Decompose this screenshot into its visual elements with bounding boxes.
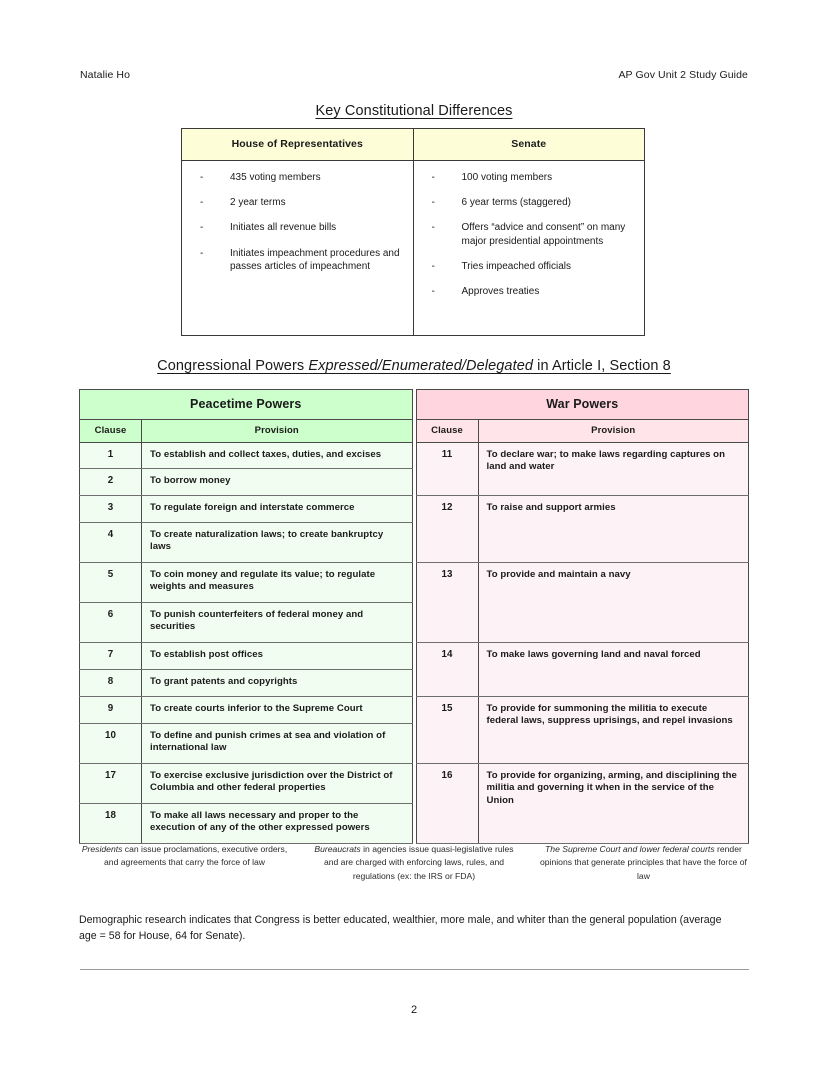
list-item <box>424 285 635 298</box>
table-row <box>416 443 749 496</box>
group-header-row <box>416 390 749 420</box>
table-row <box>80 724 413 764</box>
list-item-label: Approves treaties <box>461 285 540 297</box>
footnote-subject: Bureaucrats <box>314 844 361 854</box>
footnote-subject: The Supreme Court and lower federal courts <box>545 844 715 854</box>
cell-provision: To borrow money <box>142 469 413 496</box>
cell-provision: To create naturalization laws; to create bankruptcy laws <box>142 523 413 563</box>
bullet-marker: - <box>200 172 204 183</box>
table-row <box>80 496 413 523</box>
section-title-key-constitutional-differences <box>0 103 828 119</box>
footnote-text: in agencies issue quasi-legislative rules and are charged with enforcing laws, rules, and regulations (ex: the IRS or FDA) <box>323 844 514 881</box>
cell-provision: To define and punish crimes at sea and violation of international law <box>142 724 413 764</box>
peacetime-rows <box>80 443 413 844</box>
footnote-subject: Presidents <box>81 844 123 854</box>
closing-paragraph: Demographic research indicates that Congress is better educated, wealthier, more male, and whiter than the general population (average age = 58 for House, 64 for Senate). <box>79 914 722 942</box>
table-row <box>80 469 413 496</box>
table-row <box>416 764 749 844</box>
column-header-provision: Provision <box>142 420 413 443</box>
cell-clause: 16 <box>416 764 478 844</box>
cell-provision: To create courts inferior to the Supreme Court <box>142 697 413 724</box>
list-item-label: Tries impeached officials <box>461 260 571 272</box>
section-title-text: Key Constitutional Differences <box>315 103 513 119</box>
cell-provision: To make laws governing land and naval forced <box>478 643 749 697</box>
table-row <box>80 670 413 697</box>
column-header-provision: Provision <box>478 420 749 443</box>
table-header-row <box>182 129 645 161</box>
table-row <box>80 804 413 844</box>
cell-clause: 1 <box>80 443 142 469</box>
document-header <box>80 69 748 81</box>
cell-provision: To declare war; to make laws regarding captures on land and water <box>478 443 749 496</box>
list-item <box>192 221 403 234</box>
cell-clause: 15 <box>416 697 478 764</box>
table-row <box>80 697 413 724</box>
cell-provision: To raise and support armies <box>478 496 749 563</box>
subheader-row <box>80 420 413 443</box>
bullet-marker: - <box>200 197 204 209</box>
cell-clause: 5 <box>80 563 142 603</box>
bullet-marker: - <box>200 222 204 234</box>
table-row <box>80 764 413 804</box>
cell-clause: 4 <box>80 523 142 563</box>
table-row <box>80 523 413 563</box>
list-item <box>192 171 403 184</box>
header-document-title: AP Gov Unit 2 Study Guide <box>618 69 748 81</box>
table-row <box>182 161 645 336</box>
cell-clause: 14 <box>416 643 478 697</box>
congressional-powers-tables <box>79 389 749 844</box>
table-row <box>80 603 413 643</box>
list-item-label: Offers “advice and consent” on many major presidential appointments <box>461 222 626 247</box>
section-title-part2: in Article I, Section 8 <box>533 358 671 374</box>
cell-clause: 8 <box>80 670 142 697</box>
senate-bullet-list <box>424 171 635 298</box>
cell-clause: 13 <box>416 563 478 643</box>
cell-clause: 6 <box>80 603 142 643</box>
cell-clause: 9 <box>80 697 142 724</box>
cell-provision: To provide and maintain a navy <box>478 563 749 643</box>
table-row <box>416 496 749 563</box>
list-item <box>424 260 635 273</box>
cell-provision: To grant patents and copyrights <box>142 670 413 697</box>
footnote-text: render opinions that generate principles that have the force of law <box>540 844 747 881</box>
bullet-marker: - <box>200 247 204 259</box>
list-item <box>424 171 635 184</box>
list-item <box>192 196 403 209</box>
section-title-italic: Expressed/Enumerated/Delegated <box>308 358 534 374</box>
bullet-marker: - <box>431 222 435 234</box>
group-header-war: War Powers <box>416 390 749 420</box>
war-rows <box>416 443 749 844</box>
list-item-label: 100 voting members <box>461 172 553 183</box>
table-row <box>416 643 749 697</box>
cell-provision: To regulate foreign and interstate commerce <box>142 496 413 523</box>
table-row <box>80 443 413 469</box>
footnote-text: can issue proclamations, executive orders, and agreements that carry the force of law <box>104 844 288 868</box>
table-war-powers <box>416 389 750 844</box>
footer-divider <box>80 969 749 970</box>
cell-clause: 2 <box>80 469 142 496</box>
cell-clause: 12 <box>416 496 478 563</box>
house-bullet-list <box>192 171 403 273</box>
section-title-part1: Congressional Powers <box>157 358 309 374</box>
subheader-row <box>416 420 749 443</box>
cell-clause: 7 <box>80 643 142 670</box>
cell-clause: 17 <box>80 764 142 804</box>
cell-provision: To coin money and regulate its value; to regulate weights and measures <box>142 563 413 603</box>
list-item-label: 435 voting members <box>230 172 321 183</box>
footnote-bureaucrats <box>308 843 519 883</box>
cell-house-items <box>182 161 414 336</box>
cell-provision: To provide for summoning the militia to execute federal laws, suppress uprisings, and repel invasions <box>478 697 749 764</box>
list-item-label: 2 year terms <box>230 197 286 209</box>
list-item <box>192 247 403 273</box>
cell-clause: 18 <box>80 804 142 844</box>
cell-senate-items <box>413 161 645 336</box>
table-key-constitutional-differences <box>181 128 645 336</box>
cell-provision: To establish post offices <box>142 643 413 670</box>
header-author: Natalie Ho <box>80 69 131 81</box>
bullet-marker: - <box>431 197 435 209</box>
table-row <box>80 643 413 670</box>
column-header-senate: Senate <box>413 129 645 161</box>
footnote-presidents <box>79 843 290 883</box>
table-row <box>416 697 749 764</box>
list-item-label: Initiates all revenue bills <box>230 222 337 234</box>
list-item-label: 6 year terms (staggered) <box>461 197 571 209</box>
cell-provision: To exercise exclusive jurisdiction over the District of Columbia and other federal properties <box>142 764 413 804</box>
footnotes-row <box>79 843 749 883</box>
bullet-marker: - <box>431 172 435 183</box>
cell-clause: 11 <box>416 443 478 496</box>
footnote-courts <box>538 843 749 883</box>
cell-clause: 3 <box>80 496 142 523</box>
bullet-marker: - <box>431 285 435 297</box>
table-row <box>80 563 413 603</box>
cell-provision: To punish counterfeiters of federal money and securities <box>142 603 413 643</box>
cell-provision: To provide for organizing, arming, and disciplining the militia and governing it when in the service of the Union <box>478 764 749 844</box>
page-number: 2 <box>410 1004 418 1016</box>
table-peacetime-powers <box>79 389 413 844</box>
column-header-clause: Clause <box>416 420 478 443</box>
column-header-house: House of Representatives <box>182 129 414 161</box>
group-header-row <box>80 390 413 420</box>
cell-clause: 10 <box>80 724 142 764</box>
cell-provision: To establish and collect taxes, duties, and excises <box>142 443 413 469</box>
cell-provision: To make all laws necessary and proper to the execution of any of the other expressed powers <box>142 804 413 844</box>
list-item-label: Initiates impeachment procedures and passes articles of impeachment <box>230 247 400 272</box>
table-row <box>416 563 749 643</box>
group-header-peacetime: Peacetime Powers <box>80 390 413 420</box>
column-header-clause: Clause <box>80 420 142 443</box>
list-item <box>424 221 635 247</box>
list-item <box>424 196 635 209</box>
section-title-congressional-powers <box>0 358 828 374</box>
bullet-marker: - <box>431 260 435 272</box>
